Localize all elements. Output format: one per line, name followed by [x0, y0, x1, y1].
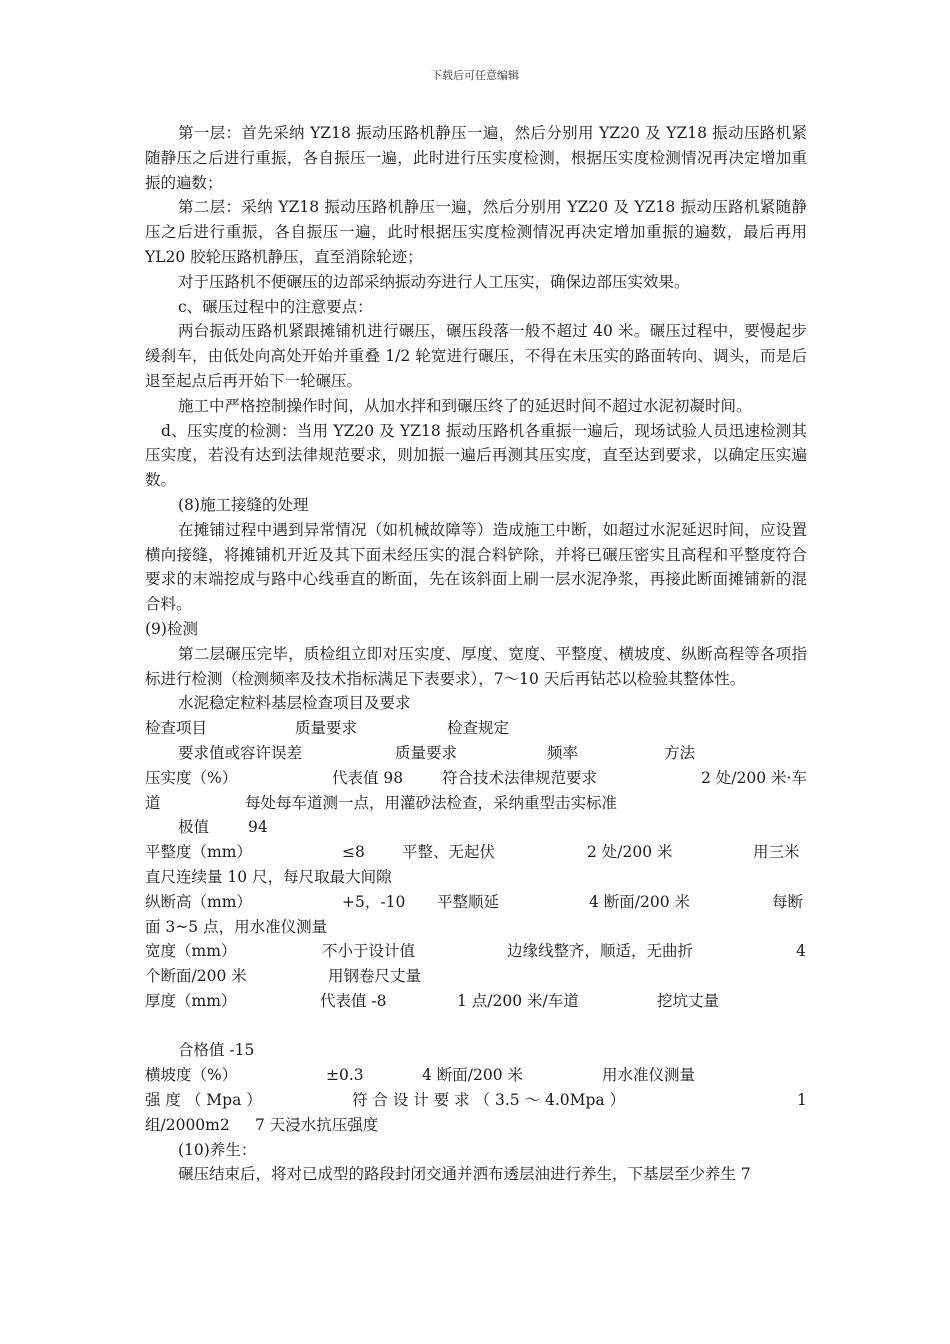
table-cell: 符合技术法律规范要求 [442, 768, 598, 787]
table-cell: 4 断面/200 米 [422, 1066, 524, 1085]
table-cell: 面 3~5 点，用水准仪测量 [145, 917, 328, 936]
table-cell: 代表值 98 [332, 768, 404, 787]
paragraph: c、碾压过程中的注意要点： [178, 297, 373, 316]
table-cell: 用三米 [753, 843, 800, 862]
table-title: 水泥稳定粒料基层检查项目及要求 [178, 694, 411, 713]
table-cell: 2 处/200 米·车 [701, 768, 807, 787]
table-cell: 检查项目 [145, 719, 208, 738]
table-header-row [145, 716, 807, 741]
table-cell: +5，-10 [342, 892, 406, 911]
table-row [145, 865, 807, 890]
table-cell: 1 [797, 1091, 807, 1110]
table-cell: 代表值 -8 [320, 991, 387, 1010]
table-cell: 要求值或容许误差 [178, 743, 303, 762]
table-row [145, 1088, 807, 1113]
table-cell: 平整度（mm） [145, 843, 252, 862]
table-row [145, 840, 807, 865]
paragraph: 对于压路机不便碾压的边部采纳振动夯进行人工压实，确保边部压实效果。 [178, 272, 690, 291]
table-cell: 质量要求 [295, 719, 358, 738]
table-cell: ±0.3 [326, 1066, 364, 1085]
paragraph: 第二层碾压完毕，质检组立即对压实度、厚度、宽度、平整度、横坡度、纵断高程等各项指标进行检测（检测频率及技术指标满足下表要求），7～10 天后再钻芯以检验其整体性。 [145, 644, 807, 688]
section-heading: (10)养生： [178, 1140, 257, 1159]
table-header-row [145, 741, 807, 766]
table-cell: 用水准仪测量 [602, 1066, 696, 1085]
table-cell: 压实度（%） [145, 768, 238, 787]
table-cell: 1 点/200 米/车道 [457, 991, 579, 1010]
table-row [145, 1063, 807, 1088]
table-row [145, 939, 807, 964]
table-row [145, 964, 807, 989]
table-row [145, 766, 807, 791]
table-cell: 7 天浸水抗压强度 [255, 1115, 379, 1134]
table-cell: 频率 [547, 743, 579, 762]
table-cell: 平整、无起伏 [402, 843, 496, 862]
table-cell: 检查规定 [447, 719, 510, 738]
paragraph: 第一层：首先采纳 YZ18 振动压路机静压一遍，然后分别用 YZ20 及 YZ18 振动压路机紧随静压之后进行重振，各自振压一遍，此时进行压实度检测，根据压实度检测情况再决定增加重振的遍数； [145, 124, 807, 192]
table-cell: 每断 [772, 892, 804, 911]
table-row [145, 1038, 807, 1063]
table-cell: 强 度 （ Mpa ） [145, 1091, 262, 1110]
table-cell: 每处每车道测一点，用灌砂法检查，采纳重型击实标准 [245, 793, 618, 812]
table-cell: 道 [145, 793, 161, 812]
table-row [145, 1113, 807, 1138]
table-cell: 直尺连续量 10 尺，每尺取最大间隙 [145, 867, 392, 886]
paragraph: 施工中严格控制操作时间，从加水拌和到碾压终了的延迟时间不超过水泥初凝时间。 [178, 396, 752, 415]
table-cell: 2 处/200 米 [587, 843, 673, 862]
table-row [145, 915, 807, 940]
table-row [145, 989, 807, 1014]
table-cell: 极值 [178, 818, 210, 837]
table-cell: 不小于设计值 [322, 942, 416, 961]
document-body [145, 121, 807, 1187]
table-cell: 个断面/200 米 [145, 967, 247, 986]
table-cell: 宽度（mm） [145, 942, 237, 961]
table-cell: 边缘线整齐，顺适，无曲折 [507, 942, 694, 961]
table-cell: 平整顺延 [437, 892, 500, 911]
table-cell: 94 [248, 818, 268, 837]
paragraph: 两台振动压路机紧跟摊铺机进行碾压，碾压段落一般不超过 40 米。碾压过程中，要慢起步缓刹车，由低处向高处开始并重叠 1/2 轮宽进行碾压，不得在未压实的路面转向、调头，而是后退至起点后再开始下一轮碾压。 [145, 322, 807, 390]
table-cell: 挖坑丈量 [657, 991, 720, 1010]
table-row [145, 791, 807, 816]
paragraph: 碾压结束后，将对已成型的路段封闭交通并洒布透层油进行养生，下基层至少养生 7 [178, 1165, 751, 1184]
table-cell: 厚度（mm） [145, 991, 237, 1010]
table-cell: 横坡度（%） [145, 1066, 238, 1085]
table-row [145, 890, 807, 915]
table-cell: 4 断面/200 米 [589, 892, 691, 911]
paragraph: 在摊铺过程中遇到异常情况（如机械故障等）造成施工中断，如超过水泥延迟时间，应设置横向接缝，将摊铺机开近及其下面未经压实的混合料铲除，并将已碾压密实且高程和平整度符合要求的末端挖成与路中心线垂直的断面，先在该斜面上刷一层水泥净浆，再接此断面摊铺新的混合料。 [145, 520, 807, 614]
blank-line [145, 1014, 807, 1039]
paragraph: 第二层：采纳 YZ18 振动压路机静压一遍，然后分别用 YZ20 及 YZ18 振动压路机紧随静压之后进行重振，各自振压一遍，此时根据压实度检测情况再决定增加重振的遍数，最后再用 YL20 胶轮压路机静压，直至消除轮迹； [145, 198, 807, 266]
table-cell: 4 [796, 942, 806, 961]
table-row [145, 815, 807, 840]
paragraph: d、压实度的检测：当用 YZ20 及 YZ18 振动压路机各重振一遍后，现场试验人员迅速检测其压实度，若没有达到法律规范要求，则加振一遍后再测其压实度，直至达到要求，以确定压实遍数。 [145, 421, 807, 490]
table-cell: 质量要求 [395, 743, 458, 762]
section-heading: (8)施工接缝的处理 [178, 495, 309, 514]
table-cell: ≤8 [342, 843, 365, 862]
table-cell: 符 合 设 计 要 求 （ 3.5 ～ 4.0Mpa ） [352, 1091, 626, 1110]
table-cell: 纵断高（mm） [145, 892, 252, 911]
table-cell: 组/2000m2 [145, 1115, 230, 1134]
table-cell: 合格值 -15 [178, 1041, 255, 1060]
section-heading: (9)检测 [145, 619, 198, 638]
page-header: 下载后可任意编辑 [431, 69, 519, 82]
table-cell: 方法 [664, 743, 696, 762]
table-cell: 用钢卷尺丈量 [328, 967, 422, 986]
